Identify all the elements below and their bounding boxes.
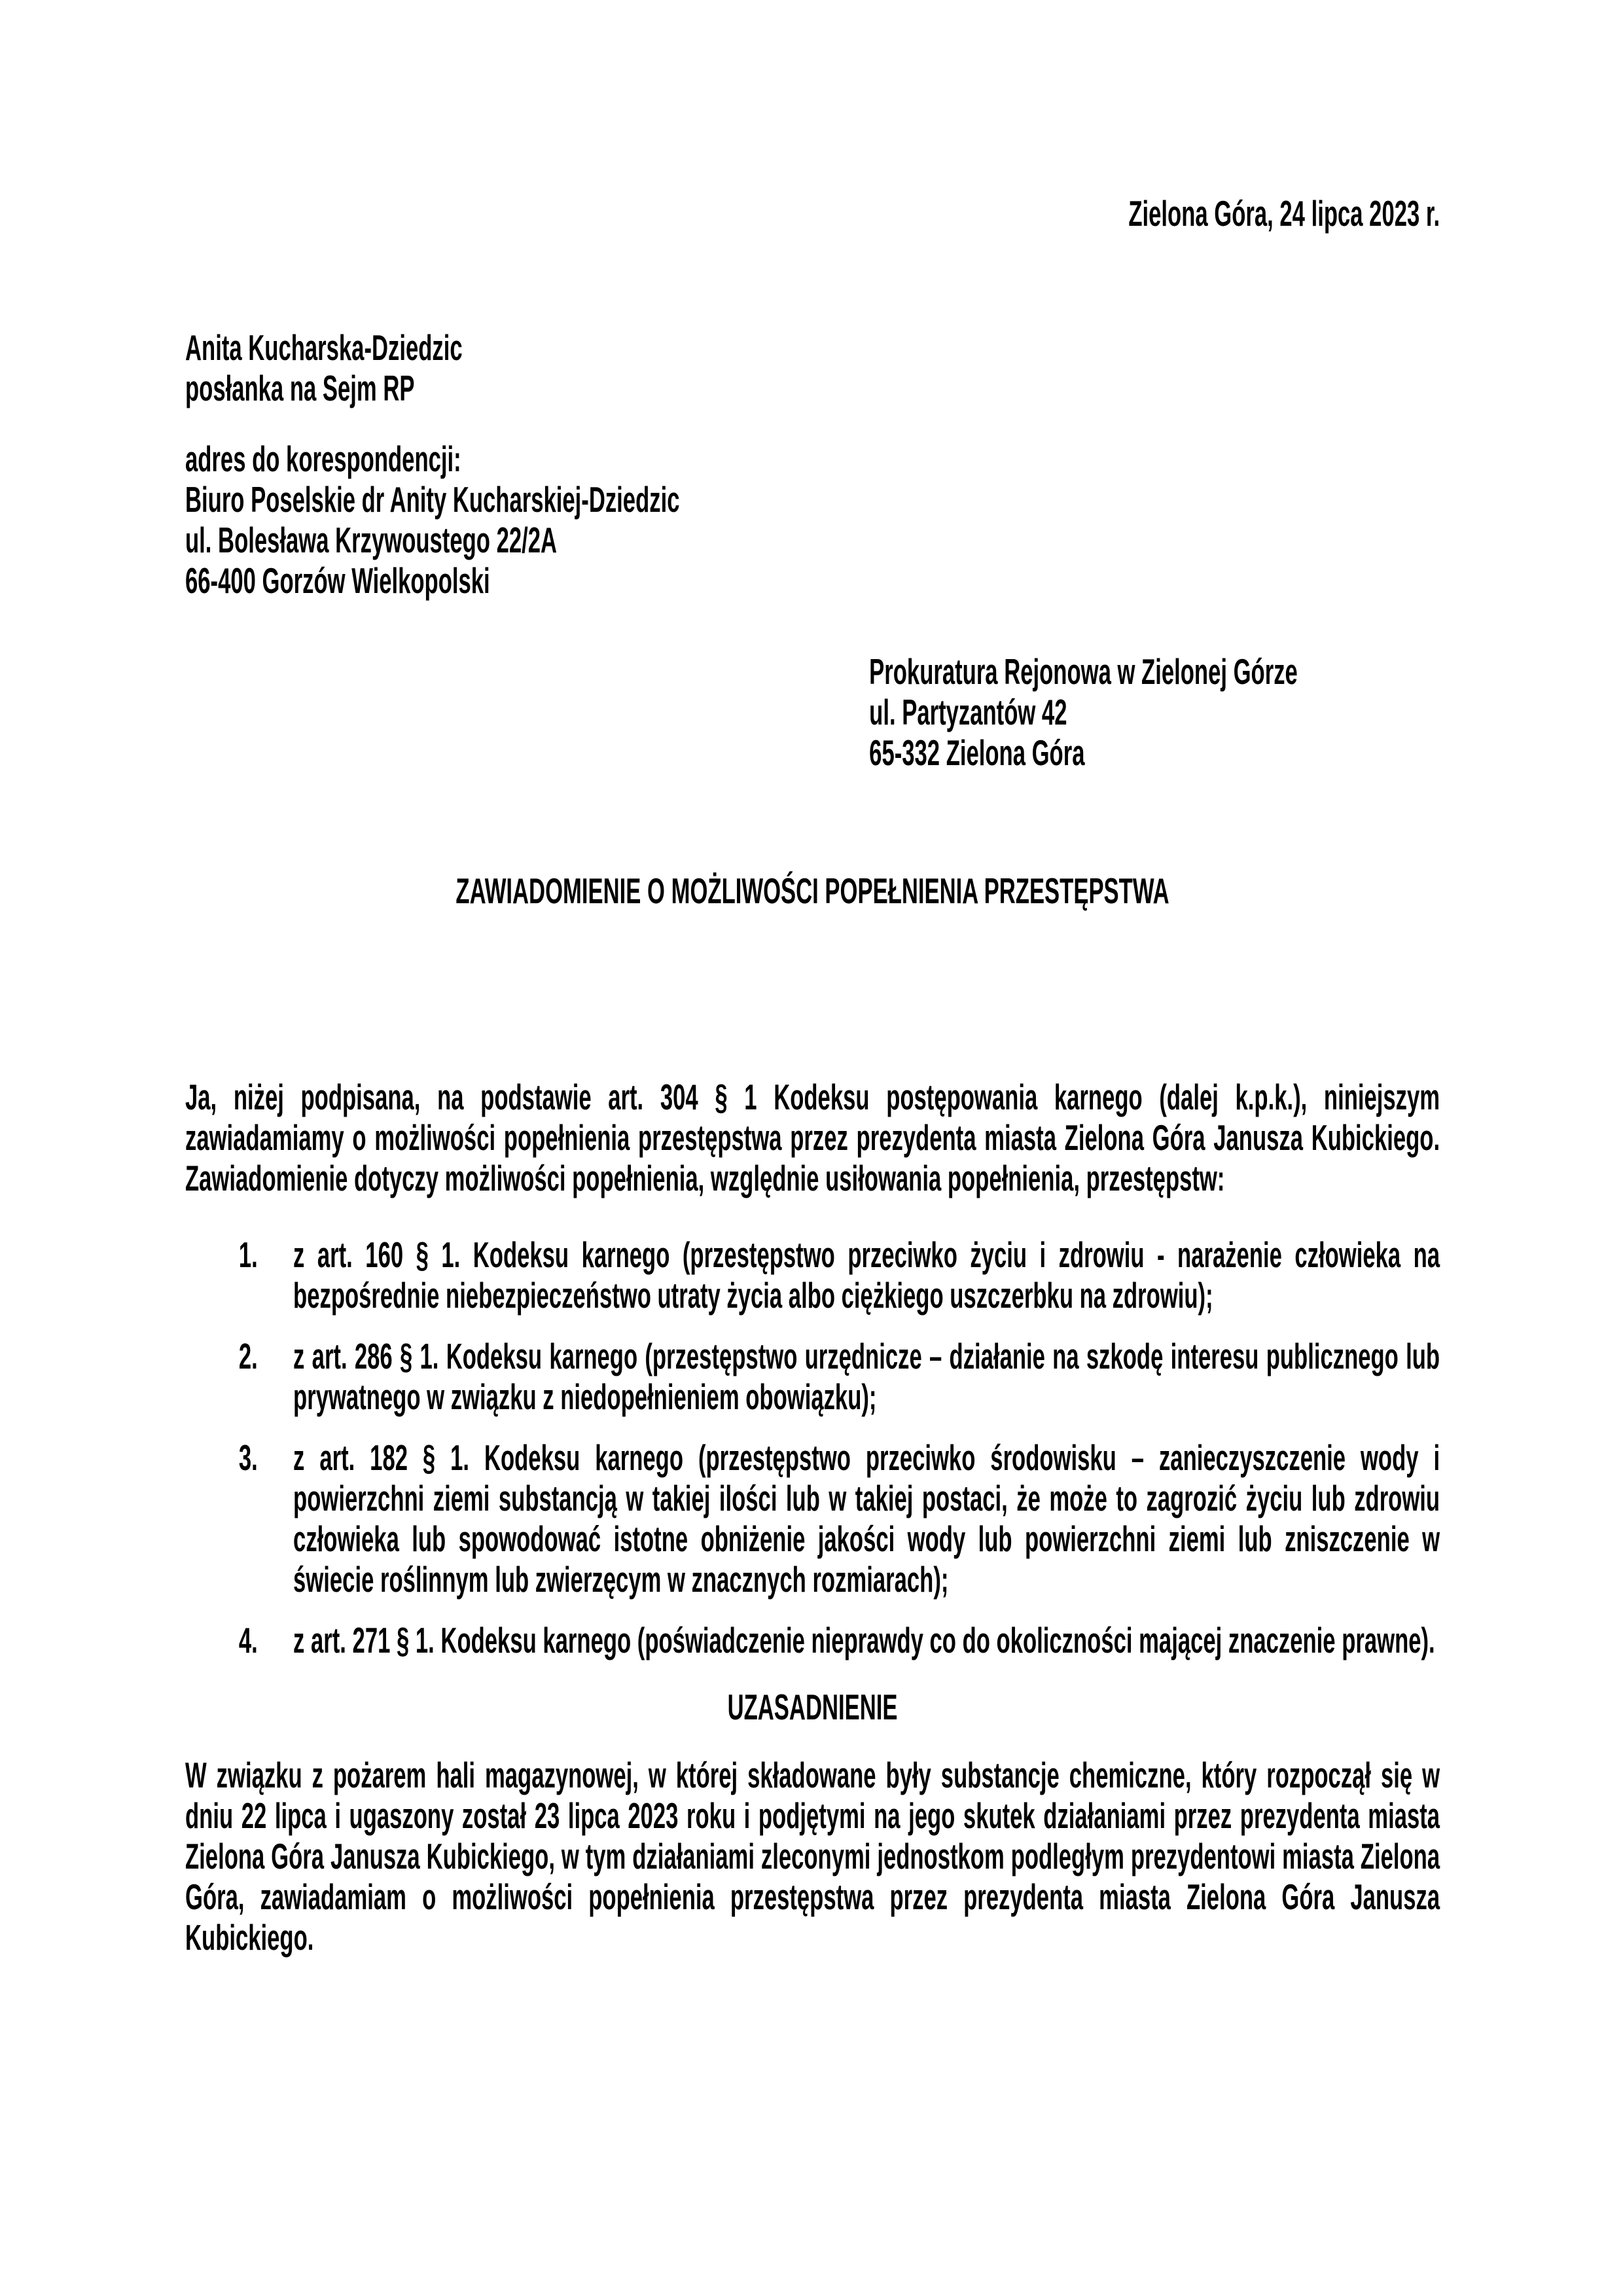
section-heading: UZASADNIENIE [727, 1687, 898, 1727]
correspondence-label: adres do korespondencji: [185, 439, 461, 479]
recipient-line: 65-332 Zielona Góra [869, 732, 1085, 773]
justification-paragraph: W związku z pożarem hali magazynowej, w której składowane były substancje chemiczne, który rozpoczął się w dniu 22 lipca i ugaszony został 23 lipca 2023 roku i podjętymi na jego skutek działaniami przez prezydenta miasta Zielona Góra Janusza Kubickiego, w tym działaniami zleconymi jednostkom podległym prezydentowi miasta Zielona Góra, zawiadamiam o możliwości popełnienia przestępstwa przez prezydenta miasta Zielona Góra Janusza Kubickiego. [185, 1755, 1440, 1958]
list-item-text: z art. 286 § 1. Kodeksu karnego (przestępstwo urzędnicze – działanie na szkodę interesu publicznego lub prywatnego w związku z niedopełnieniem obowiązku); [293, 1336, 1440, 1417]
document-title: ZAWIADOMIENIE O MOŻLIWOŚCI POPEŁNIENIA PRZESTĘPSTWA [455, 870, 1169, 911]
sender-role: posłanka na Sejm RP [185, 368, 415, 408]
list-item-text: z art. 271 § 1. Kodeksu karnego (poświadczenie nieprawdy co do okoliczności mającej znaczenie prawne). [293, 1620, 1435, 1660]
date-line: Zielona Góra, 24 lipca 2023 r. [1128, 193, 1440, 234]
sender-address-line: Biuro Poselskie dr Anity Kucharskiej-Dziedzic [185, 479, 680, 520]
recipient-line: Prokuratura Rejonowa w Zielonej Górze [869, 651, 1298, 692]
list-item-text: z art. 160 § 1. Kodeksu karnego (przestępstwo przeciwko życiu i zdrowiu - narażenie człowieka na bezpośrednie niebezpieczeństwo utraty życia albo ciężkiego uszczerbku na zdrowiu); [293, 1234, 1440, 1316]
list-item-number: 2. [238, 1336, 258, 1376]
list-item [185, 1234, 1440, 1316]
sender-block [185, 327, 1440, 408]
list-item [185, 1437, 1440, 1600]
list-item-text: z art. 182 § 1. Kodeksu karnego (przestępstwo przeciwko środowisku – zanieczyszczenie wody i powierzchni ziemi substancją w takiej ilości lub w takiej postaci, że może to zagrozić życiu lub zdrowiu człowieka lub spowodować istotne obniżenie jakości wody lub powierzchni ziemi lub zniszczenie w świecie roślinnym lub zwierzęcym w znacznych rozmiarach); [293, 1437, 1440, 1600]
recipient-block [869, 651, 1440, 773]
intro-paragraph: Ja, niżej podpisana, na podstawie art. 304 § 1 Kodeksu postępowania karnego (dalej k.p.k.), niniejszym zawiadamiamy o możliwości popełnienia przestępstwa przez prezydenta miasta Zielona Góra Janusza Kubickiego. Zawiadomienie dotyczy możliwości popełnienia, względnie usiłowania popełnienia, przestępstw: [185, 1077, 1440, 1198]
list-item-number: 3. [238, 1437, 258, 1478]
sender-address-block [185, 439, 1440, 601]
sender-address-line: ul. Bolesława Krzywoustego 22/2A [185, 520, 558, 560]
list-item-number: 1. [238, 1234, 258, 1275]
list-item-number: 4. [238, 1620, 258, 1660]
offense-list [185, 1234, 1440, 1660]
list-item [185, 1620, 1440, 1660]
document-content [185, 193, 1440, 1994]
list-item [185, 1336, 1440, 1417]
recipient-line: ul. Partyzantów 42 [869, 692, 1067, 732]
sender-name: Anita Kucharska-Dziedzic [185, 327, 463, 368]
sender-address-line: 66-400 Gorzów Wielkopolski [185, 560, 490, 601]
